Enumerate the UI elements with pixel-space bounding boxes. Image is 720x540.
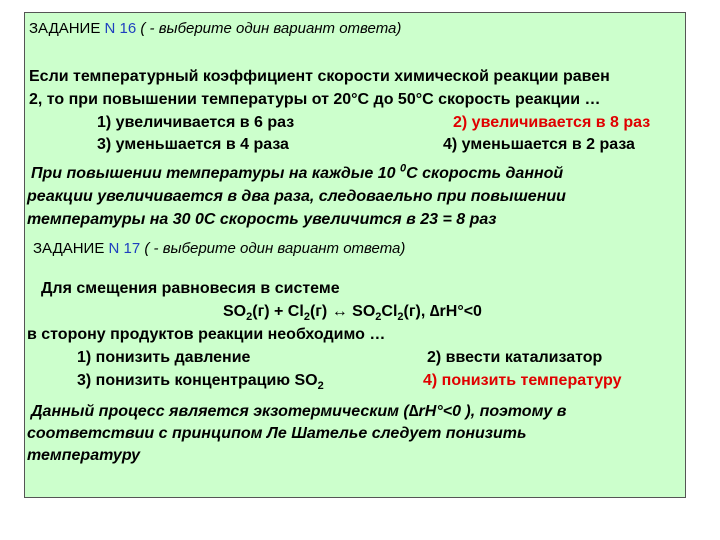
task17-option-1: 1) понизить давление [77, 349, 251, 366]
task16-question-line1: Если температурный коэффициент скорости химической реакции равен [29, 68, 610, 85]
delta-symbol: ∆ [429, 303, 440, 320]
task16-option-4: 4) уменьшается в 2 раза [443, 136, 635, 153]
task17-option-3-text: 3) понизить концентрацию SO [77, 372, 318, 389]
task17-number: N 17 [108, 240, 141, 257]
task17-option-3 [77, 371, 324, 391]
task16-option-3: 3) уменьшается в 4 раза [97, 136, 289, 153]
task17-explanation-line3: температуру [27, 447, 141, 464]
task16-question-line2: 2, то при повышении температуры от 20°С до 50°С скорость реакции … [29, 91, 601, 108]
task17-header [33, 239, 405, 259]
task16-header [29, 19, 401, 39]
task16-option-2: 2) увеличивается в 8 раз [453, 114, 651, 131]
task16-explanation-line1 [31, 164, 563, 184]
task17-question-line3: в сторону продуктов реакции необходимо … [27, 326, 386, 343]
task17-explanation-line2: соответствии с принципом Ле Шателье следует понизить [27, 425, 527, 442]
task17-equation: $SO_2(г) + Cl_2(г)$ ↔ $SO_2Cl_2(г)$, ∆rH°<0 [223, 303, 482, 324]
task16-option-1: 1) увеличивается в 6 раз [97, 114, 295, 131]
task16-explanation-line2: реакции увеличивается в два раза, следоваельно при повышении [27, 188, 566, 205]
task16-explanation-sup: 0 [400, 162, 407, 175]
task17-option-2: 2) ввести катализатор [427, 349, 603, 366]
task16-explanation-line3: температуры на 30 0С скорость увеличится в 23 = 8 раз [27, 211, 497, 228]
task16-explanation-part-a: При повышении температуры на каждые 10 [31, 165, 400, 182]
slide-panel [24, 12, 686, 498]
task17-explanation-line1: Данный процесс является экзотермическим (∆rH°<0 ), поэтому в [31, 403, 567, 420]
task16-number: N 16 [104, 20, 137, 37]
task16-explanation-part-b: С скорость данной [406, 165, 564, 182]
task17-question-line1: Для смещения равновесия в системе [41, 280, 340, 297]
task17-option-4: 4) понизить температуру [423, 372, 622, 389]
double-arrow-icon: ↔ [331, 303, 348, 320]
task16-instruction: ( - выберите один вариант ответа) [136, 20, 402, 37]
task17-label: ЗАДАНИЕ [33, 240, 109, 257]
task17-instruction: ( - выберите один вариант ответа) [140, 240, 406, 257]
task17-option-3-sub: 2 [317, 380, 324, 393]
task16-label: ЗАДАНИЕ [29, 20, 105, 37]
